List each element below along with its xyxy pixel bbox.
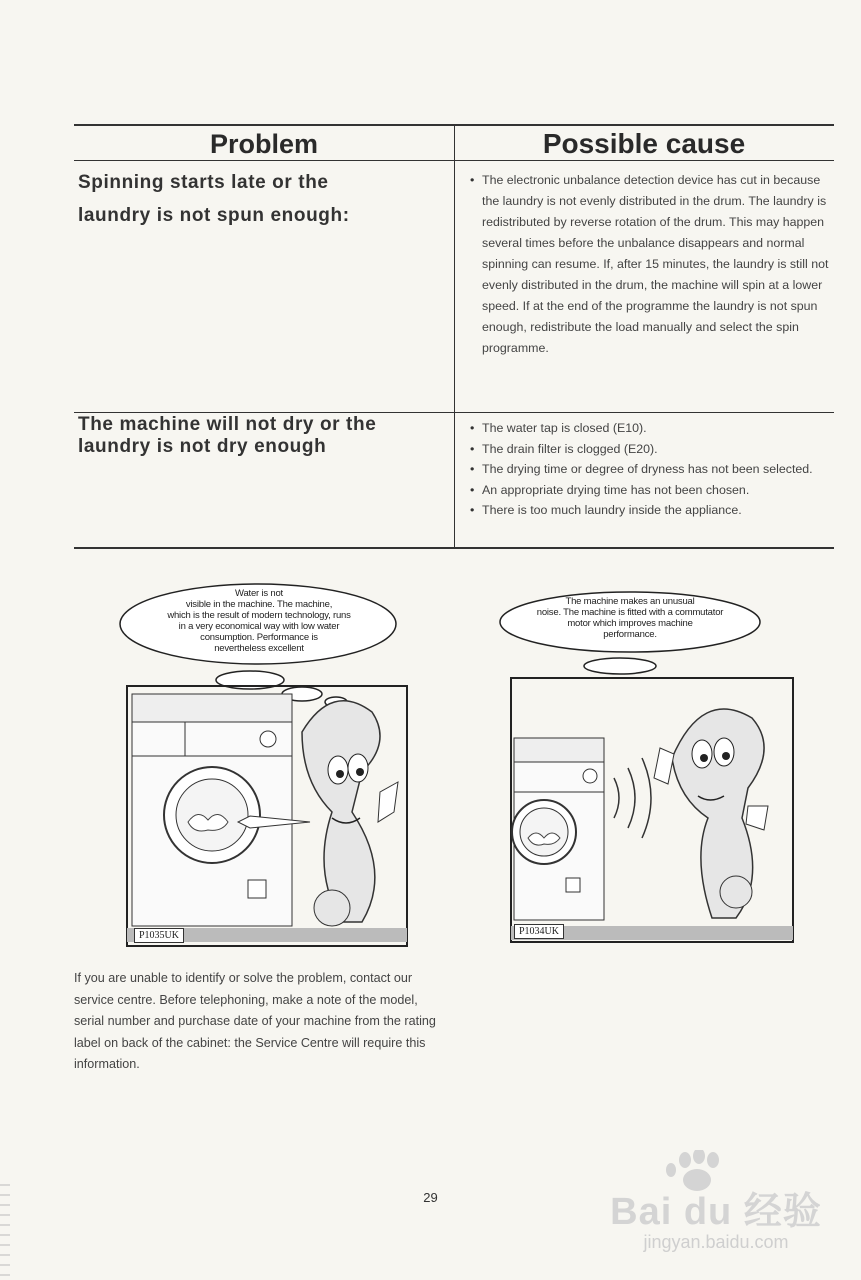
cause-item: • There is too much laundry inside the appliance. [470,500,832,521]
bubble-line: visible in the machine. The machine, [185,599,333,610]
service-centre-note: If you are unable to identify or solve the problem, contact our service centre. Before telephoning, make a note of the model, serial number and purchase date of your machine from the rating label on back of the cabinet: the Service Centre will require this information. [74,971,436,1071]
cause-list-row-2 [470,418,832,521]
bubble-text-left [136,588,382,654]
troubleshooting-table [74,124,834,548]
bubble-line: in a very economical way with low water [178,621,340,632]
bubble-line: consumption. Performance is [200,632,318,643]
problem-column-header: Problem [209,129,319,159]
figure-code-right: P1034UK [514,924,564,939]
cause-column-header: Possible cause [542,128,746,159]
cartoon-washer-noise-svg [496,588,796,948]
problem-row-1 [78,166,350,232]
column-divider [454,124,455,548]
table-bottom-rule [74,547,834,549]
bubble-line: nevertheless excellent [214,643,304,654]
cause-item: • The electronic unbalance detection device has cut in because the laundry is not evenly distributed in the drum. The laundry is redistributed by reverse rotation of the drum. This may happen several times before the unbalance disappears and normal spinning can resume. If, after 15 minutes, the laundry is still not evenly distributed in the drum, the machine will spin at a lower speed. If at the end of the programme the laundry is not spun enough, redistribute the load manually and select the spin programme. [470,170,832,359]
bubble-line: motor which improves machine [567,618,693,629]
problem-row-2 [78,414,376,458]
margin-ruler [0,1180,12,1280]
cause-item: • An appropriate drying time has not been chosen. [470,480,832,501]
illustration-right [496,588,796,948]
baidu-jingyan-watermark [601,1150,831,1270]
illustration-left [110,582,410,952]
cause-item: • The drain filter is clogged (E20). [470,439,832,460]
bubble-line: The machine makes an unusual [565,596,695,607]
cause-item: • The water tap is closed (E10). [470,418,832,439]
problem-row-1-line-2: laundry is not spun enough: [78,205,350,226]
cause-item: • The drying time or degree of dryness has not been selected. [470,459,832,480]
watermark-brand: Bai du 经验 [610,1191,822,1233]
bubble-line: noise. The machine is fitted with a commutator [536,607,724,618]
figure-code-left: P1035UK [134,928,184,943]
problem-row-2-line-1: The machine will not dry or the [78,414,377,435]
watermark-url: jingyan.baidu.com [643,1232,789,1252]
bubble-line: which is the result of modern technology, runs [167,610,351,621]
problem-row-2-line-2: laundry is not dry enough [78,436,327,457]
problem-row-1-line-1: Spinning starts late or the [78,172,329,193]
bubble-line: Water is not [235,588,283,599]
page-number: 29 [423,1190,438,1205]
bubble-text-right [510,596,750,640]
row-divider [74,412,834,413]
bubble-line: performance. [603,629,657,640]
cause-list-row-1 [470,170,832,359]
